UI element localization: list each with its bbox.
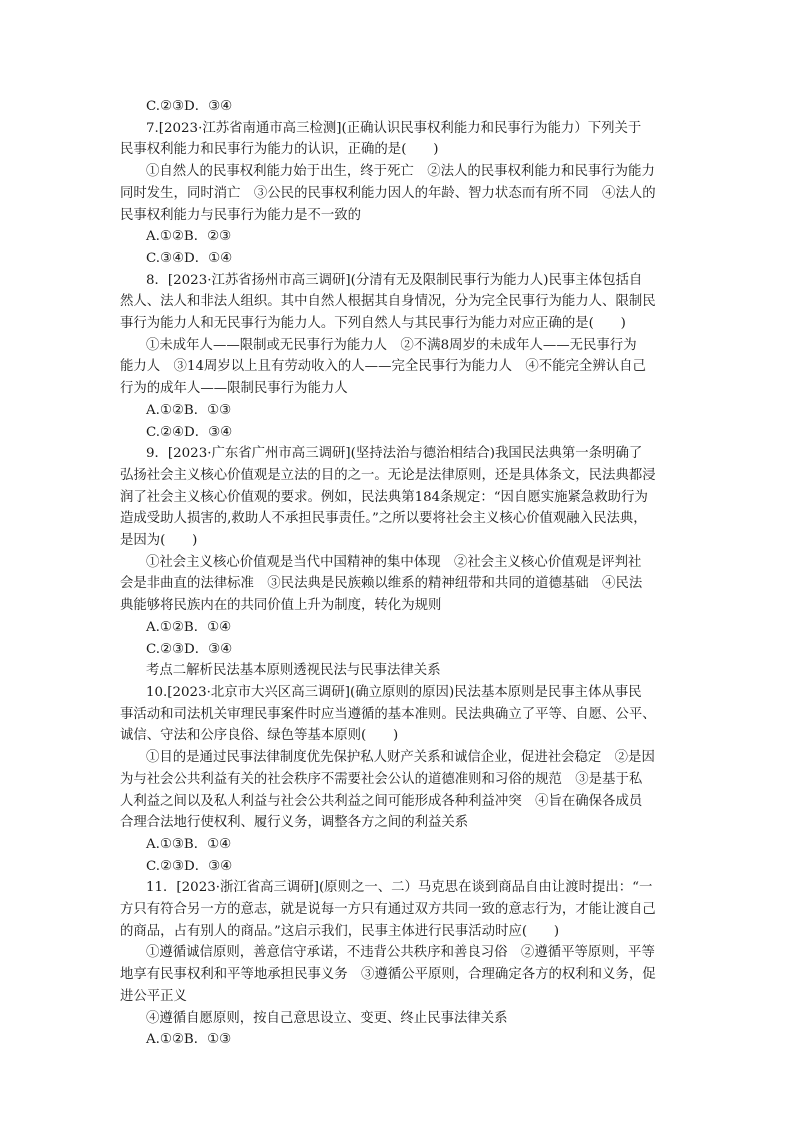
text-line: 会是非曲直的法律标准 ③民法典是民族赖以维系的精神纽带和共同的道德基础 ④民法 xyxy=(120,576,643,592)
text-line: 9．[2023·广东省广州市高三调研](坚持法治与德治相结合)我国民法典第一条明确了 xyxy=(146,446,643,462)
text-line: 11．[2023·浙江省高三调研](原则之一、二）马克思在谈到商品自由让渡时提出：“一 xyxy=(146,880,653,896)
text-line: 诚信、守法和公序良俗、绿色等基本原则( ) xyxy=(120,728,399,744)
text-line: 10.[2023·北京市大兴区高三调研](确立原则的原因)民法基本原则是民事主体从事民 xyxy=(146,684,642,700)
text-line: 进公平正义 xyxy=(120,988,187,1004)
text-line: 的商品，占有别人的商品。”这启示我们，民事主体进行民事活动时应( ) xyxy=(120,923,560,939)
text-line: 是因为( ) xyxy=(120,533,198,549)
answer-options-line: A.①③B．①④ xyxy=(146,836,232,852)
text-line: 造成受助人损害的,救助人不承担民事责任。”之所以要将社会主义核心价值观融入民法典， xyxy=(120,511,647,527)
text-line: ④遵循自愿原则，按自己意思设立、变更、终止民事法律关系 xyxy=(146,1010,508,1026)
text-line: ①目的是通过民事法律制度优先保护私人财产关系和诚信企业，促进社会稳定 ②是因 xyxy=(146,750,655,766)
text-line: 然人、法人和非法人组织。其中自然人根据其自身情况，分为完全民事行为能力人、限制民 xyxy=(120,294,656,310)
answer-options-line: A.①②B．①④ xyxy=(146,619,232,635)
answer-options-line: A.①②B．①③ xyxy=(146,402,232,418)
text-line: 润了社会主义核心价值观的要求。例如，民法典第184条规定：“因自愿实施紧急救助行为 xyxy=(120,489,648,505)
text-line: 事活动和司法机关审理民事案件时应当遵循的基本准则。民法典确立了平等、自愿、公平、 xyxy=(120,706,656,722)
text-line: ①遵循诚信原则，善意信守承诺，不违背公共秩序和善良习俗 ②遵循平等原则，平等 xyxy=(146,945,655,961)
text-line: 民事权利能力与民事行为能力是不一致的 xyxy=(120,207,362,223)
document-body xyxy=(120,96,680,1051)
answer-options-line: C.②④D．③④ xyxy=(146,424,233,440)
section-heading: 考点二解析民法基本原则透视民法与民事法律关系 xyxy=(146,663,441,679)
answer-options-line: C.②③D．③④ xyxy=(146,641,233,657)
answer-options-line: C.③④D．①④ xyxy=(146,250,233,266)
text-line: ①社会主义核心价值观是当代中国精神的集中体现 ②社会主义核心价值观是评判社 xyxy=(146,554,642,570)
answer-options-line: A.①②B．①③ xyxy=(146,1032,232,1048)
text-line: 同时发生，同时消亡 ③公民的民事权利能力因人的年龄、智力状态而有所不同 ④法人的 xyxy=(120,185,656,201)
text-line: 地享有民事权利和平等地承担民事义务 ③遵循公平原则，合理确定各方的权利和义务，促 xyxy=(120,967,656,983)
answer-options-line: A.①②B．②③ xyxy=(146,229,232,245)
text-line: 事行为能力人和无民事行为能力人。下列自然人与其民事行为能力对应正确的是( ) xyxy=(120,316,626,332)
answer-options-line: C.②③D．③④ xyxy=(146,99,233,114)
text-line: 弘扬社会主义核心价值观是立法的目的之一。无论是法律原则，还是具体条文，民法典都浸 xyxy=(120,467,656,483)
text-line: 典能够将民族内在的共同价值上升为制度，转化为规则 xyxy=(120,598,442,614)
text-line: 8．[2023·江苏省扬州市高三调研](分清有无及限制民事行为能力人)民事主体包括自 xyxy=(146,272,643,288)
text-line: 行为的成年人——限制民事行为能力人 xyxy=(120,381,348,397)
text-line: ①自然人的民事权利能力始于出生，终于死亡 ②法人的民事权利能力和民事行为能力 xyxy=(146,164,655,180)
text-line: 为与社会公共利益有关的社会秩序不需要社会公认的道德准则和习俗的规范 ③是基于私 xyxy=(120,771,643,787)
text-line: 人利益之间以及私人利益与社会公共利益之间可能形成各种利益冲突 ④旨在确保各成员 xyxy=(120,793,643,809)
text-line: 民事权利能力和民事行为能力的认识，正确的是( ) xyxy=(120,142,439,158)
text-line: 方只有符合另一方的意志，就是说每一方只有通过双方共同一致的意志行为，才能让渡自己 xyxy=(120,902,656,918)
text-line: ①未成年人——限制或无民事行为能力人 ②不满8周岁的未成年人——无民事行为 xyxy=(146,337,637,353)
text-line: 合理合法地行使权利、履行义务，调整各方之间的利益关系 xyxy=(120,815,469,831)
answer-options-line: C.②③D．③④ xyxy=(146,858,233,874)
text-line: 7.[2023·江苏省南通市高三检测](正确认识民事权利能力和民事行为能力）下列关于 xyxy=(146,120,642,136)
text-line: 能力人 ③14周岁以上且有劳动收入的人——完全民事行为能力人 ④不能完全辨认自己 xyxy=(120,359,646,375)
